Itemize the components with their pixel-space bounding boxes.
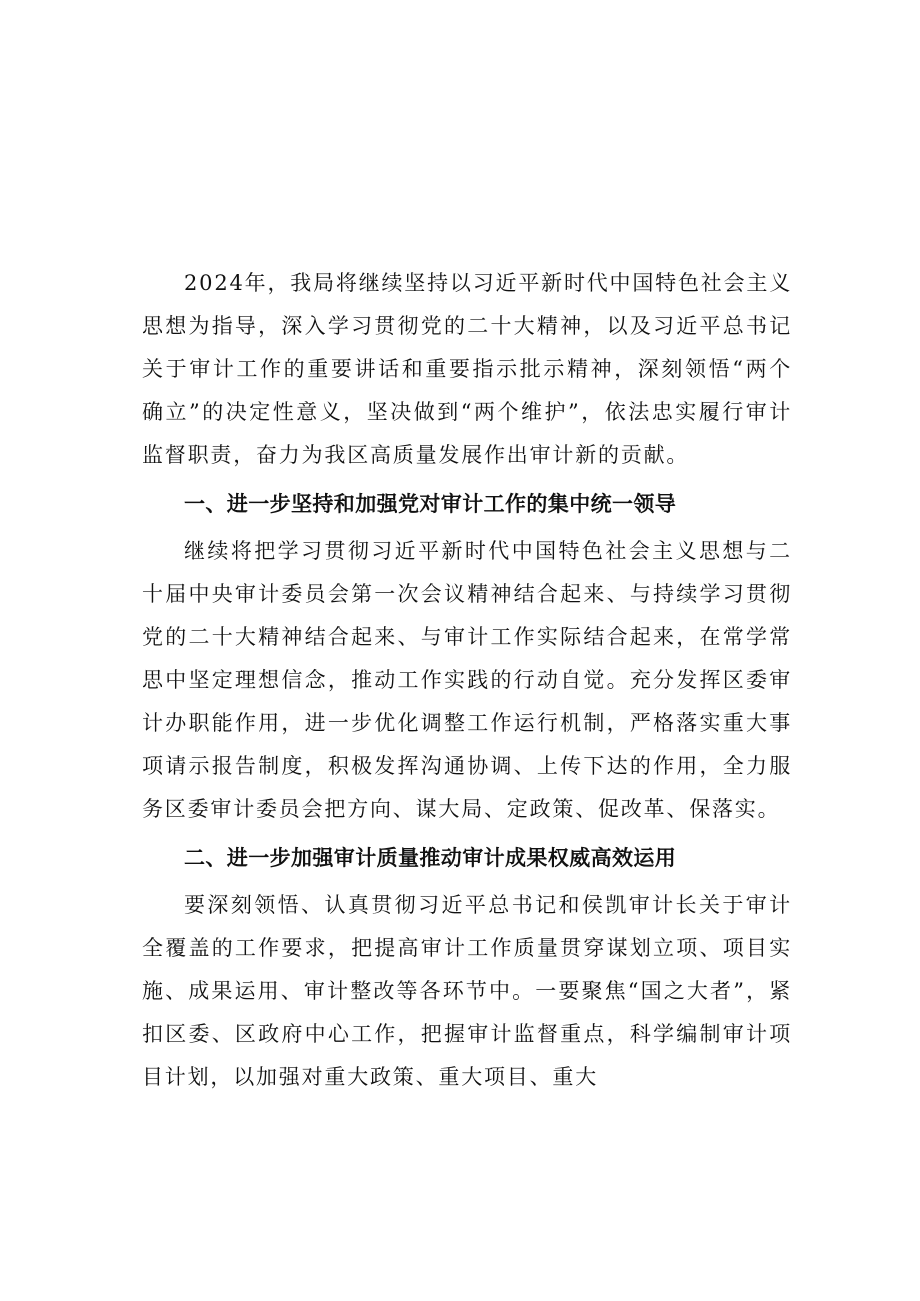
section-body-2: 要深刻领悟、认真贯彻习近平总书记和侯凯审计长关于审计全覆盖的工作要求，把提高审计工作质量贯穿谋划立项、项目实施、成果运用、审计整改等各环节中。一要聚焦“国之大者”，紧扣区委、区政府中心工作，把握审计监督重点，科学编制审计项目计划，以加强对重大政策、重大项目、重大 — [142, 893, 792, 1089]
section-heading-1: 一、进一步坚持和加强党对审计工作的集中统一领导 — [184, 492, 677, 516]
section-body-1: 继续将把学习贯彻习近平新时代中国特色社会主义思想与二十届中央审计委员会第一次会议精神结合起来、与持续学习贯彻党的二十大精神结合起来、与审计工作实际结合起来，在常学常思中坚定理想信念，推动工作实践的行动自觉。充分发挥区委审计办职能作用，进一步优化调整工作运行机制，严格落实重大事项请示报告制度，积极发挥沟通协调、上传下达的作用，全力服务区委审计委员会把方向、谋大局、定政策、促改革、保落实。 — [142, 539, 792, 821]
intro-paragraph: 2024年，我局将继续坚持以习近平新时代中国特色社会主义思想为指导，深入学习贯彻党的二十大精神，以及习近平总书记关于审计工作的重要讲话和重要指示批示精神，深刻领悟“两个确立”的决定性意义，坚决做到“两个维护”，依法忠实履行审计监督职责，奋力为我区高质量发展作出审计新的贡献。 — [142, 271, 792, 467]
section-heading-2: 二、进一步加强审计质量推动审计成果权威高效运用 — [184, 846, 677, 870]
document-body — [142, 262, 792, 1099]
